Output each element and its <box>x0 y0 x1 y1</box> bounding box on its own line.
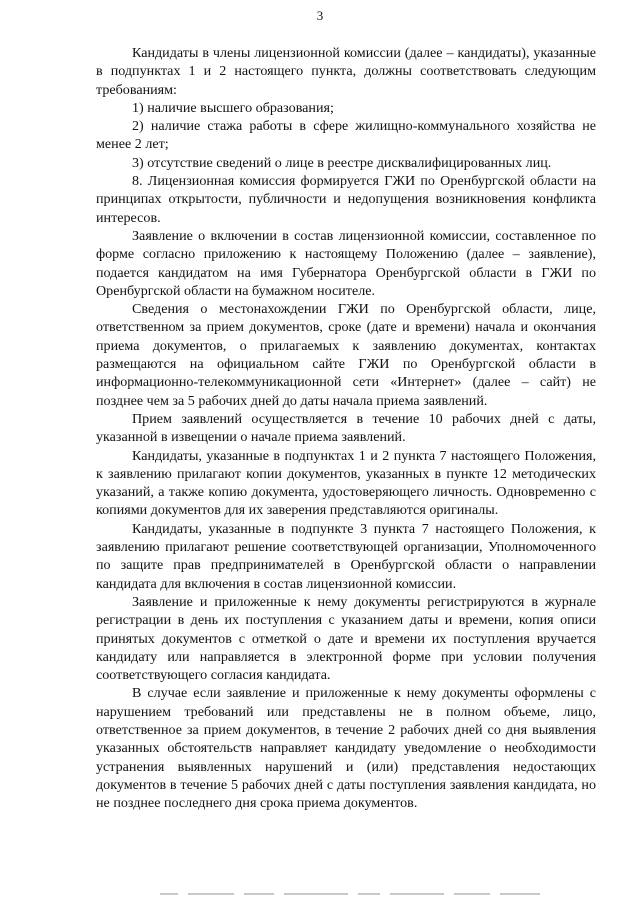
paragraph-location-info: Сведения о местонахождении ГЖИ по Оренбургской области, лице, ответственном за прием документов, сроке (дате и времени) начала и окончания приема документов, о прилагаемых к заявлению документах, контактах размещаются на официальном сайте ГЖИ по Оренбургской области в информационно-телекоммуникационной сети «Интернет» (далее – сайт) не позднее чем за 5 рабочих дней до даты начала приема заявлений. <box>96 301 596 409</box>
paragraph-candidates-requirements: Кандидаты в члены лицензионной комиссии (далее – кандидаты), указанные в подпунктах 1 и 2 настоящего пункта, должны соответствовать следующим требованиям: <box>96 45 596 98</box>
paragraph-application: Заявление о включении в состав лицензионной комиссии, составленное по форме согласно приложению к настоящему Положению (далее – заявление), подается кандидатом на имя Губернатора Оренбургской области в ГЖИ по Оренбургской области на бумажном носителе. <box>96 227 596 299</box>
page-number: 3 <box>316 8 324 23</box>
paragraph-item-8-formation: 8. Лицензионная комиссия формируется ГЖИ по Оренбургской области на принципах открытости, публичности и недопущения возникновения конфликта интересов. <box>96 173 596 226</box>
paragraph-acceptance-period: Прием заявлений осуществляется в течение 10 рабочих дней с даты, указанной в извещении о начале приема заявлений. <box>96 410 596 446</box>
paragraph-violations-notice: В случае если заявление и приложенные к нему документы оформлены с нарушением требований или представлены не в полном объеме, лицо, ответственное за прием документов, в течение 2 рабочих дней со дня выявления указанных обстоятельств направляет кандидату уведомление о необходимости устранения выявленных нарушений и (или) представления недостающих документов в течение 5 рабочих дней с даты поступления заявления кандидата, но не позднее последнего дня срока приема документов. <box>96 685 596 812</box>
scan-artifact-footer <box>160 893 580 897</box>
document-body <box>96 44 596 812</box>
paragraph-registration: Заявление и приложенные к нему документы регистрируются в журнале регистрации в день их поступления с указанием даты и времени, копия описи принятых документов с отметкой о дате и времени их поступления вручается кандидату или направляется в электронной форме при условии получения соответствующего согласия кандидата. <box>96 593 596 684</box>
paragraph-requirement-education: 1) наличие высшего образования; <box>132 99 334 116</box>
paragraph-documents-subitem-3: Кандидаты, указанные в подпункте 3 пункта 7 настоящего Положения, к заявлению прилагают решение соответствующей организации, Уполномоченного по защите прав предпринимателей в Оренбургской области о направлении кандидата для включения в состав лицензионной комиссии. <box>96 520 596 592</box>
paragraph-documents-subitems-1-2: Кандидаты, указанные в подпунктах 1 и 2 пункта 7 настоящего Положения, к заявлению прилагают копии документов, указанных в пункте 12 методических указаний, а также копию документа, удостоверяющего личность. Одновременно с копиями документов для их заверения представляются оригиналы. <box>96 447 596 519</box>
paragraph-requirement-disqualification: 3) отсутствие сведений о лице в реестре дисквалифицированных лиц. <box>132 154 552 171</box>
paragraph-requirement-experience: 2) наличие стажа работы в сфере жилищно-коммунального хозяйства не менее 2 лет; <box>96 118 596 153</box>
